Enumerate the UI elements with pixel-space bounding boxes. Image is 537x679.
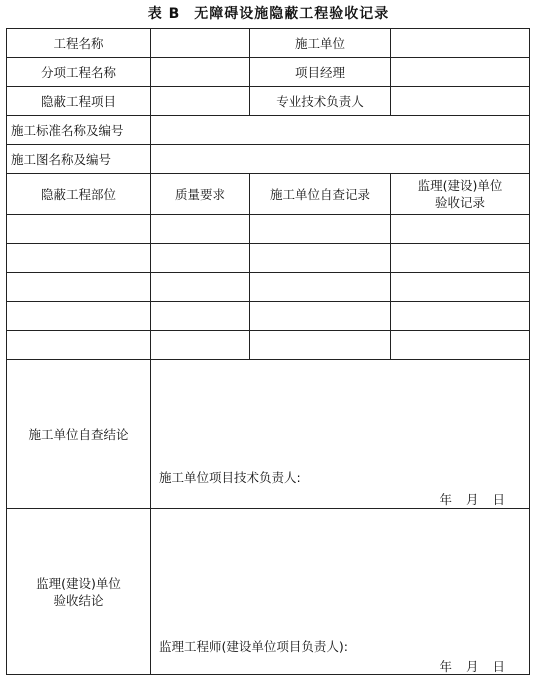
project-manager-cell[interactable] <box>391 58 530 87</box>
supervision-cell[interactable] <box>391 302 530 331</box>
acceptance-record-table <box>6 28 530 675</box>
standard-label: 施工标准名称及编号 <box>7 116 151 145</box>
form-title-prefix: 表 B <box>147 6 181 22</box>
supervision-cell[interactable] <box>391 331 530 360</box>
table-row <box>7 302 530 331</box>
form-title <box>0 3 537 25</box>
standard-cell[interactable] <box>151 116 530 145</box>
supervision-date-label: 年 月 日 <box>439 659 505 674</box>
info-row-subproject <box>7 58 530 87</box>
concealed-item-cell[interactable] <box>151 87 250 116</box>
project-name-label: 工程名称 <box>7 29 151 58</box>
construction-unit-label: 施工单位 <box>250 29 391 58</box>
concealed-item-label: 隐蔽工程项目 <box>7 87 151 116</box>
supervision-conclusion-label-line1: 监理(建设)单位 <box>36 575 121 591</box>
table-row <box>7 331 530 360</box>
quality-cell[interactable] <box>151 244 250 273</box>
form-title-text: 无障碍设施隐蔽工程验收记录 <box>194 6 390 22</box>
info-row-standard <box>7 116 530 145</box>
sub-project-name-label: 分项工程名称 <box>7 58 151 87</box>
self-check-cell[interactable] <box>250 244 391 273</box>
sub-project-name-cell[interactable] <box>151 58 250 87</box>
column-header-supervision-line2: 验收记录 <box>434 195 485 210</box>
part-cell[interactable] <box>7 244 151 273</box>
supervision-conclusion-label <box>7 509 151 675</box>
column-header-supervision <box>391 174 530 215</box>
construction-conclusion-row <box>7 360 530 509</box>
supervision-signer-label: 监理工程师(建设单位项目负责人): <box>159 639 348 654</box>
info-row-drawing <box>7 145 530 174</box>
column-header-quality: 质量要求 <box>151 174 250 215</box>
part-cell[interactable] <box>7 331 151 360</box>
supervision-conclusion-row <box>7 509 530 675</box>
quality-cell[interactable] <box>151 215 250 244</box>
table-row <box>7 273 530 302</box>
column-header-self-check: 施工单位自查记录 <box>250 174 391 215</box>
self-check-cell[interactable] <box>250 273 391 302</box>
part-cell[interactable] <box>7 273 151 302</box>
supervision-cell[interactable] <box>391 244 530 273</box>
table-row <box>7 215 530 244</box>
self-check-cell[interactable] <box>250 215 391 244</box>
part-cell[interactable] <box>7 215 151 244</box>
column-header-supervision-line1: 监理(建设)单位 <box>417 178 503 193</box>
table-row <box>7 244 530 273</box>
construction-conclusion-label: 施工单位自查结论 <box>7 360 151 509</box>
drawing-cell[interactable] <box>151 145 530 174</box>
supervision-cell[interactable] <box>391 215 530 244</box>
project-manager-label: 项目经理 <box>250 58 391 87</box>
info-row-concealed <box>7 87 530 116</box>
quality-cell[interactable] <box>151 273 250 302</box>
project-name-cell[interactable] <box>151 29 250 58</box>
quality-cell[interactable] <box>151 302 250 331</box>
supervision-cell[interactable] <box>391 273 530 302</box>
column-header-part: 隐蔽工程部位 <box>7 174 151 215</box>
construction-unit-cell[interactable] <box>391 29 530 58</box>
technical-lead-label: 专业技术负责人 <box>250 87 391 116</box>
supervision-conclusion-cell[interactable] <box>151 509 530 675</box>
quality-cell[interactable] <box>151 331 250 360</box>
drawing-label: 施工图名称及编号 <box>7 145 151 174</box>
supervision-conclusion-label-line2: 验收结论 <box>53 592 104 608</box>
construction-date-label: 年 月 日 <box>439 492 505 507</box>
self-check-cell[interactable] <box>250 302 391 331</box>
construction-conclusion-cell[interactable] <box>151 360 530 509</box>
info-row-project <box>7 29 530 58</box>
column-header-row <box>7 174 530 215</box>
self-check-cell[interactable] <box>250 331 391 360</box>
technical-lead-cell[interactable] <box>391 87 530 116</box>
construction-signer-label: 施工单位项目技术负责人: <box>159 470 301 485</box>
part-cell[interactable] <box>7 302 151 331</box>
